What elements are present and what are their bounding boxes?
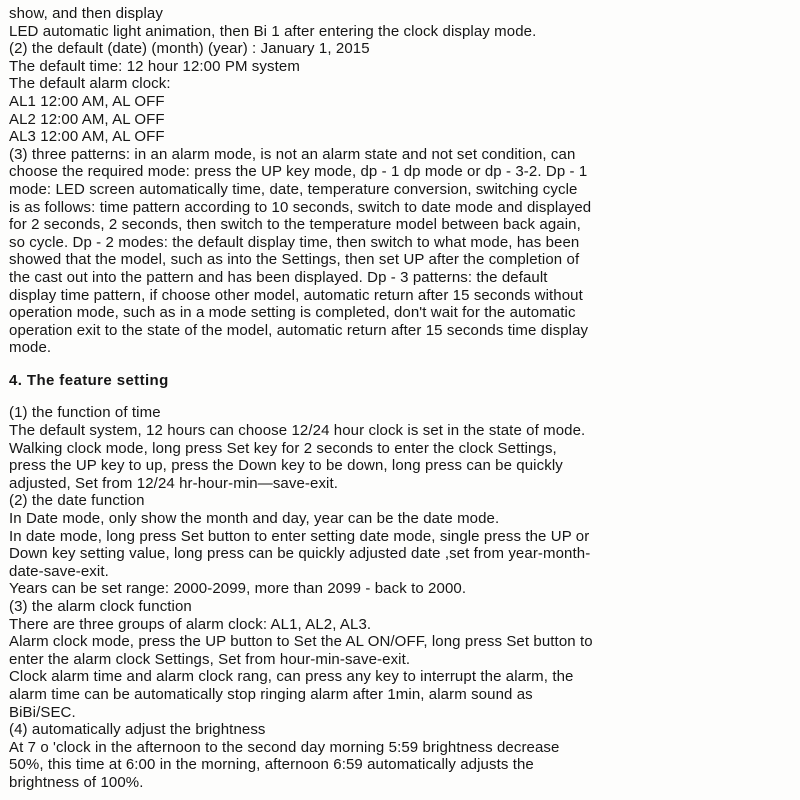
text-line: (2) the date function	[9, 492, 145, 510]
text-line: operation exit to the state of the model, automatic return after 15 seconds time display	[9, 321, 589, 339]
text-line: show, and then display	[9, 5, 163, 22]
section-heading: 4. The feature setting	[9, 371, 169, 389]
text-line: At 7 o 'clock in the afternoon to the second day morning 5:59 brightness decrease	[9, 738, 560, 756]
text-line: Down key setting value, long press can be quickly adjusted date ,set from year-month-	[9, 545, 591, 563]
text-line: display time pattern, if choose other model, automatic return after 15 seconds without	[9, 286, 583, 304]
text-line: so cycle. Dp - 2 modes: the default display time, then switch to what mode, has been	[9, 233, 580, 251]
text-line: There are three groups of alarm clock: AL1, AL2, AL3.	[9, 615, 372, 633]
text-line: LED automatic light animation, then Bi 1 after entering the clock display mode.	[9, 22, 537, 40]
text-line: 50%, this time at 6:00 in the morning, afternoon 6:59 automatically adjusts the	[9, 756, 534, 774]
text-line: enter the alarm clock Settings, Set from hour-min-save-exit.	[9, 650, 411, 668]
text-line: choose the required mode: press the UP key mode, dp - 1 dp mode or dp - 3-2. Dp - 1	[9, 163, 588, 181]
text-line: The default alarm clock:	[9, 75, 171, 93]
text-line: Walking clock mode, long press Set key for 2 seconds to enter the clock Settings,	[9, 439, 557, 457]
text-line: BiBi/SEC.	[9, 703, 76, 721]
text-line: Clock alarm time and alarm clock rang, can press any key to interrupt the alarm, the	[9, 668, 574, 686]
text-line: (4) automatically adjust the brightness	[9, 721, 266, 739]
text-line: (3) three patterns: in an alarm mode, is not an alarm state and not set condition, can	[9, 145, 576, 163]
text-line: date-save-exit.	[9, 562, 109, 580]
text-line: operation mode, such as in a mode setting is completed, don't wait for the automatic	[9, 304, 576, 322]
text-line: showed that the model, such as into the Settings, then set UP after the completion of	[9, 251, 580, 269]
text-line: Years can be set range: 2000-2099, more than 2099 - back to 2000.	[9, 580, 467, 598]
text-line: AL1 12:00 AM, AL OFF	[9, 92, 165, 110]
text-line: press the UP key to up, press the Down key to be down, long press can be quickly	[9, 457, 563, 475]
text-line: (1) the function of time	[9, 404, 161, 422]
text-line: (3) the alarm clock function	[9, 598, 192, 615]
text-line: alarm time can be automatically stop ringing alarm after 1min, alarm sound as	[9, 685, 533, 703]
text-line: In Date mode, only show the month and day, year can be the date mode.	[9, 510, 500, 528]
text-line: AL3 12:00 AM, AL OFF	[9, 128, 165, 146]
text-line: Alarm clock mode, press the UP button to Set the AL ON/OFF, long press Set button to	[9, 633, 593, 651]
text-line: AL2 12:00 AM, AL OFF	[9, 110, 165, 128]
text-line: brightness of 100%.	[9, 773, 144, 791]
text-line: In date mode, long press Set button to enter setting date mode, single press the UP or	[9, 527, 590, 545]
text-line: for 2 seconds, 2 seconds, then switch to the temperature model between back again,	[9, 216, 581, 234]
text-line: adjusted, Set from 12/24 hr-hour-min—save-exit.	[9, 474, 339, 492]
text-line: mode: LED screen automatically time, date, temperature conversion, switching cycle	[9, 180, 578, 198]
text-line: the cast out into the pattern and has been displayed. Dp - 3 patterns: the default	[9, 268, 548, 286]
text-line: The default system, 12 hours can choose 12/24 hour clock is set in the state of mode.	[9, 422, 586, 440]
text-line: (2) the default (date) (month) (year) : January 1, 2015	[9, 40, 370, 58]
text-line: is as follows: time pattern according to 10 seconds, switch to date mode and displayed	[9, 198, 592, 216]
text-line: mode.	[9, 339, 52, 357]
blank-line	[9, 389, 790, 404]
blank-line	[9, 357, 790, 372]
text-line: The default time: 12 hour 12:00 PM system	[9, 57, 300, 75]
